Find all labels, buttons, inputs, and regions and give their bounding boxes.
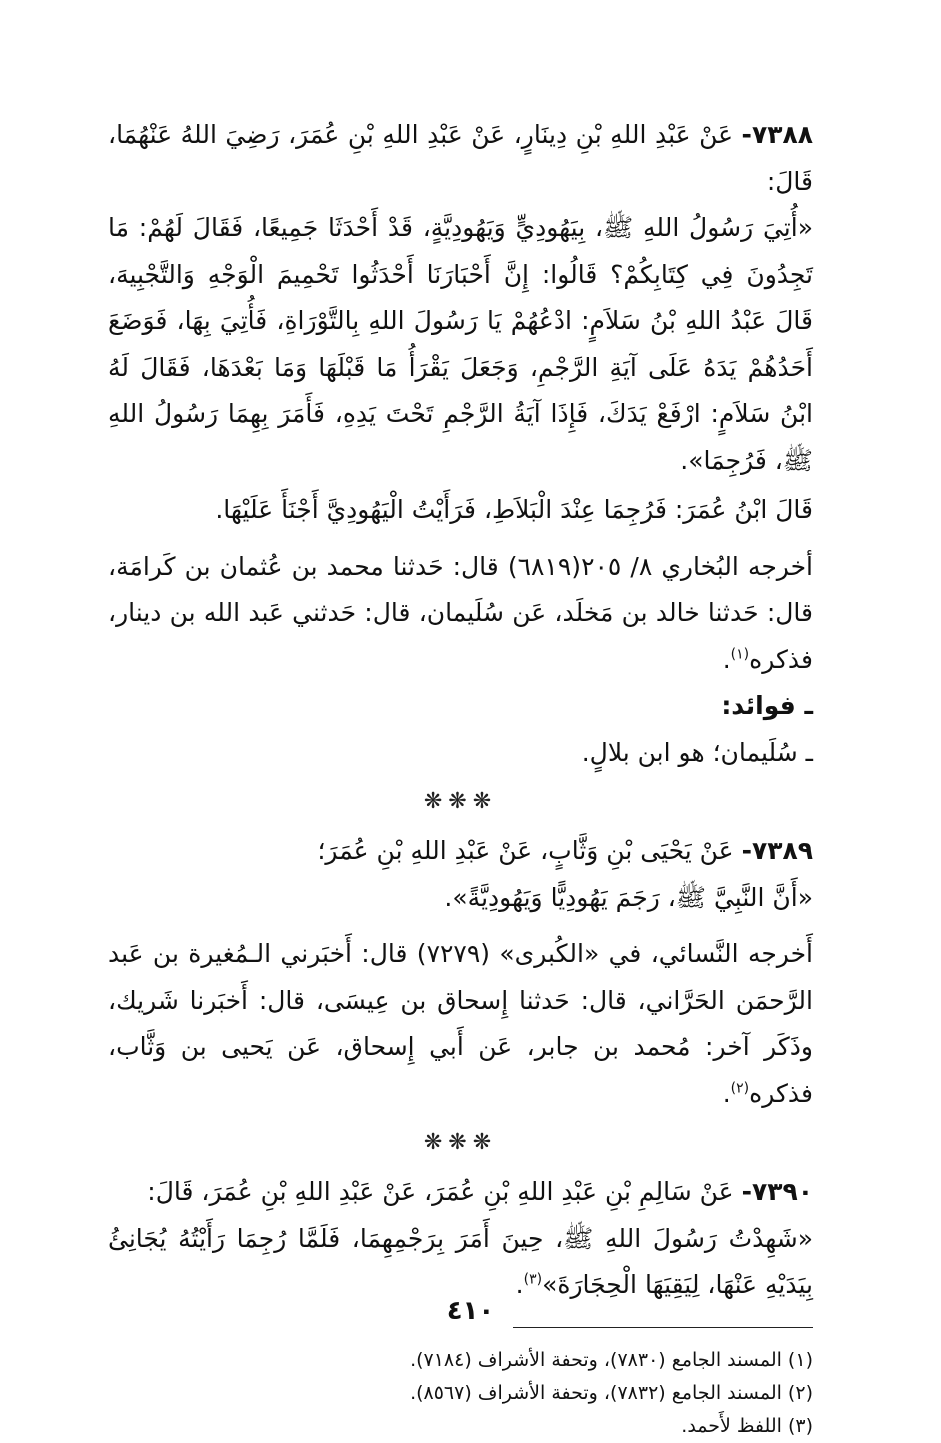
footnotes [108,1344,813,1443]
footnote-ref[interactable]: (٢) [730,1080,750,1097]
takhrij-text: أَخرجه النَّسائي، في «الكُبرى» (٧٢٧٩) قال: أَخبَرني الـمُغيرة بن عَبد الرَّحمَن الحَرَّاني، قال: حَدثنا إِسحاق بن عِيسَى، قال: أَخبَرنا شَريك، وذَكَر آخر: مُحمد بن جابر، عَن أَبي إِسحاق، عَن يَحيى بن وَثَّاب، فذكره [108,939,813,1108]
footnote-ref[interactable]: (٣) [523,1271,543,1288]
takhrij-text: أخرجه البُخاري ٨/ ٢٠٥(٦٨١٩) قال: حَدثنا محمد بن عُثمان بن كَرامَة، قال: حَدثنا خالد بن مَخلَد، عَن سُلَيمان، قال: حَدثني عَبد الله بن دينار، فذكره [108,551,813,674]
hadith-7388-addendum: قَالَ ابْنُ عُمَرَ: فَرُجِمَا عِنْدَ الْبَلاَطِ، فَرَأَيْتُ الْيَهُودِيَّ أَجْنَأَ عَلَيْهَا. [215,495,813,524]
footnote-2: (٢) المسند الجامع (٧٨٣٢)، وتحفة الأشراف (٨٥٦٧). [410,1381,813,1404]
hadith-number: ٧٣٨٨- [741,120,813,149]
hadith-7390-chain [108,1169,813,1216]
punctuation: . [515,1270,524,1299]
hadith-7388-chain [108,112,813,205]
hadith-7388-text: «أُتِيَ رَسُولُ اللهِ ﷺ، بِيَهُودِيٍّ وَيَهُودِيَّةٍ، قَدْ أَحْدَثَا جَمِيعًا، فَقَالَ لَهُمْ: مَا تَجِدُونَ فِي كِتَابِكُمْ؟ قَالُوا: إِنَّ أَحْبَارَنَا أَحْدَثُوا تَحْمِيمَ الْوَجْهِ وَالتَّجْبِيهَ، قَالَ عَبْدُ اللهِ بْنُ سَلاَمٍ: ادْعُهُمْ يَا رَسُولَ اللهِ بِالتَّوْرَاةِ، فَأُتِيَ بِهَا، فَوَضَعَ أَحَدُهُمْ يَدَهُ عَلَى آيَةِ الرَّجْمِ، وَجَعَلَ يَقْرَأُ مَا قَبْلَهَا وَمَا بَعْدَهَا، فَقَالَ لَهُ ابْنُ سَلاَمٍ: ارْفَعْ يَدَكَ، فَإِذَا آيَةُ الرَّجْمِ تَحْتَ يَدِهِ، فَأَمَرَ بِهِمَا رَسُولُ اللهِ ﷺ، فَرُجِمَا». [108,213,813,475]
punctuation: . [722,1078,731,1108]
section-separator: ❋❋❋ [423,789,498,814]
hadith-7390-text [108,1216,813,1309]
hadith-7389-takhrij [108,931,813,1117]
punctuation: . [722,644,731,674]
matn-text: «شَهِدْتُ رَسُولَ اللهِ ﷺ، حِينَ أَمَرَ بِرَجْمِهِمَا، فَلَمَّا رُجِمَا رَأَيْتُهُ يُجَانِئُ بِيَدَيْهِ عَنْهَا، لِيَقِيَهَا الْحِجَارَةَ» [108,1223,813,1299]
footnote-ref[interactable]: (١) [730,646,750,663]
hadith-7389-chain [108,828,813,875]
hadith-7389-text: «أَنَّ النَّبِيَّ ﷺ، رَجَمَ يَهُودِيًّا وَيَهُودِيَّةً». [444,882,813,912]
isnad: عَنْ يَحْيَى بْنِ وَثَّابٍ، عَنْ عَبْدِ اللهِ بْنِ عُمَرَ؛ [317,836,734,865]
isnad: عَنْ سَالِمِ بْنِ عَبْدِ اللهِ بْنِ عُمَرَ، عَنْ عَبْدِ اللهِ بْنِ عُمَرَ، قَالَ: [147,1177,734,1206]
hadith-number: ٧٣٨٩- [741,836,813,865]
footnote-1: (١) المسند الجامع (٧٨٣٠)، وتحفة الأشراف (٧١٨٤). [410,1348,813,1371]
main-text [108,112,813,1443]
footnote-divider [513,1327,813,1328]
section-separator: ❋❋❋ [423,1130,498,1155]
fawaid-heading: ـ فوائد: [721,691,813,720]
page-number: ٤١٠ [446,1296,495,1326]
footnote-3: (٣) اللفظ لأَحمد. [681,1414,813,1437]
fawaid-item: ـ سُلَيمان؛ هو ابن بلالٍ. [581,737,813,767]
isnad: عَنْ عَبْدِ اللهِ بْنِ دِينَارٍ، عَنْ عَبْدِ اللهِ بْنِ عُمَرَ، رَضِيَ اللهُ عَنْهُمَا، قَالَ: [108,120,813,196]
hadith-7388-takhrij [108,544,813,684]
hadith-number: ٧٣٩٠- [741,1177,813,1206]
